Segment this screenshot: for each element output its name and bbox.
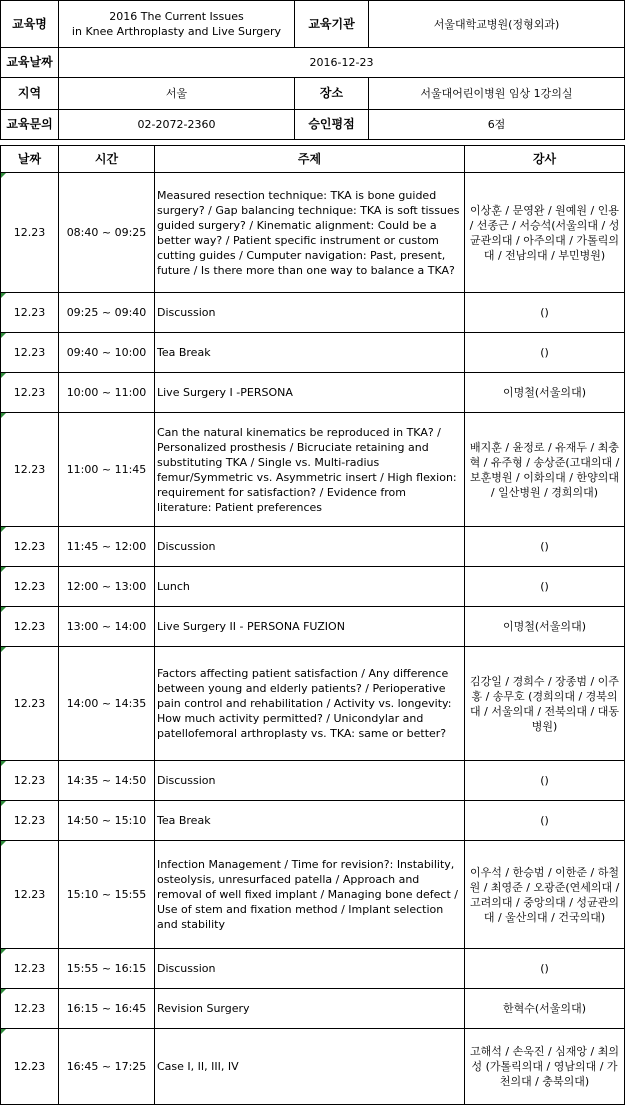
row-time: 12:00 ~ 13:00	[59, 567, 155, 607]
cell-marker	[1, 527, 6, 532]
header-topic: 주제	[155, 146, 465, 173]
row-time: 11:00 ~ 11:45	[59, 413, 155, 527]
table-row	[1, 413, 625, 527]
table-row	[1, 761, 625, 801]
row-time: 09:40 ~ 10:00	[59, 333, 155, 373]
cell-marker	[1, 989, 6, 994]
row-time: 11:45 ~ 12:00	[59, 527, 155, 567]
row-date: 12.23	[1, 293, 59, 333]
row-time: 16:15 ~ 16:45	[59, 989, 155, 1029]
region-label: 지역	[1, 78, 59, 110]
row-lecturer: 배지훈 / 윤정로 / 유재두 / 최충혁 / 유주형 / 송상준(고대의대 / 보훈병원 / 이화의대 / 한양의대 / 일산병원 / 경희의대)	[465, 413, 625, 527]
cell-marker	[1, 1029, 6, 1034]
table-row	[1, 567, 625, 607]
credit: 6점	[369, 110, 625, 140]
row-date: 12.23	[1, 413, 59, 527]
row-topic: Live Surgery I -PERSONA	[155, 373, 465, 413]
row-time: 09:25 ~ 09:40	[59, 293, 155, 333]
row-topic: Tea Break	[155, 801, 465, 841]
cell-marker	[1, 373, 6, 378]
row-date: 12.23	[1, 607, 59, 647]
row-time: 08:40 ~ 09:25	[59, 173, 155, 293]
row-lecturer: ()	[465, 293, 625, 333]
row-time: 13:00 ~ 14:00	[59, 607, 155, 647]
row-lecturer: 이명철(서울의대)	[465, 373, 625, 413]
table-row	[1, 949, 625, 989]
info-row-contact	[1, 110, 625, 140]
row-lecturer: 이우석 / 한승범 / 이한준 / 하철원 / 최영준 / 오광준(연세의대 / 고려의대 / 중앙의대 / 성균관의대 / 울산의대 / 건국의대)	[465, 841, 625, 949]
table-row	[1, 373, 625, 413]
info-row-course	[1, 1, 625, 48]
table-row	[1, 333, 625, 373]
row-time: 14:35 ~ 14:50	[59, 761, 155, 801]
table-row	[1, 647, 625, 761]
row-topic: Tea Break	[155, 333, 465, 373]
course-name	[59, 1, 295, 48]
cell-marker	[1, 293, 6, 298]
row-lecturer: ()	[465, 333, 625, 373]
row-lecturer: ()	[465, 527, 625, 567]
row-topic: Discussion	[155, 949, 465, 989]
course-name-label: 교육명	[1, 1, 59, 48]
table-row	[1, 173, 625, 293]
table-row	[1, 801, 625, 841]
row-lecturer: 한혁수(서울의대)	[465, 989, 625, 1029]
date-label: 교육날짜	[1, 48, 59, 78]
row-date: 12.23	[1, 761, 59, 801]
course-name-line2: in Knee Arthroplasty and Live Surgery	[71, 25, 282, 38]
schedule-table	[0, 145, 625, 1105]
row-lecturer: ()	[465, 801, 625, 841]
row-lecturer: 고해석 / 손욱진 / 심재앙 / 최의성 (가톨릭의대 / 영남의대 / 가천의대 / 충북의대)	[465, 1029, 625, 1105]
row-date: 12.23	[1, 173, 59, 293]
credit-label: 승인평점	[295, 110, 369, 140]
row-topic: Infection Management / Time for revision?: Instability, osteolysis, unresurfaced patella / Approach and removal of well fixed implant / Managing bone defect / Use of stem and fixation method / Implant selection and stability	[155, 841, 465, 949]
header-time: 시간	[59, 146, 155, 173]
cell-marker	[1, 567, 6, 572]
row-time: 15:55 ~ 16:15	[59, 949, 155, 989]
header-date: 날짜	[1, 146, 59, 173]
table-row	[1, 841, 625, 949]
row-topic: Measured resection technique: TKA is bone guided surgery? / Gap balancing technique: TKA is soft tissues guided surgery? / Kinematic alignment: Could be a better way? / Patient specific instrument or custom cutting guides / Cumputer navigation: Past, present, future / Is there more than one way to balance a TKA?	[155, 173, 465, 293]
row-topic: Discussion	[155, 761, 465, 801]
row-date: 12.23	[1, 567, 59, 607]
table-row	[1, 527, 625, 567]
cell-marker	[1, 333, 6, 338]
cell-marker	[1, 841, 6, 846]
header-lecturer: 강사	[465, 146, 625, 173]
table-row	[1, 1029, 625, 1105]
row-time: 15:10 ~ 15:55	[59, 841, 155, 949]
row-date: 12.23	[1, 333, 59, 373]
info-row-date	[1, 48, 625, 78]
row-lecturer: ()	[465, 949, 625, 989]
row-date: 12.23	[1, 1029, 59, 1105]
row-topic: Can the natural kinematics be reproduced in TKA? / Personalized prosthesis / Bicruciate retaining and substituting TKA / Single vs. Multi-radius femur/Symmetric vs. Asymmetric insert / High flexion: requirement for satisfaction? / Evidence from literature: Patient preferences	[155, 413, 465, 527]
row-lecturer: 김강일 / 경희수 / 장종범 / 이주홍 / 송무호 (경희의대 / 경북의대 / 서울의대 / 전북의대 / 대동병원)	[465, 647, 625, 761]
course-name-line1: 2016 The Current Issues	[109, 10, 244, 23]
row-lecturer: 이상훈 / 문영완 / 원예원 / 인용 / 선종근 / 서승석(서울의대 / 성균관의대 / 아주의대 / 가톨릭의대 / 전남의대 / 부민병원)	[465, 173, 625, 293]
row-topic: Discussion	[155, 293, 465, 333]
row-date: 12.23	[1, 373, 59, 413]
row-date: 12.23	[1, 989, 59, 1029]
cell-marker	[1, 801, 6, 806]
row-date: 12.23	[1, 949, 59, 989]
row-time: 14:50 ~ 15:10	[59, 801, 155, 841]
row-topic: Live Surgery II - PERSONA FUZION	[155, 607, 465, 647]
course-info-table	[0, 0, 625, 140]
cell-marker	[1, 607, 6, 612]
cell-marker	[1, 413, 6, 418]
info-row-region	[1, 78, 625, 110]
table-row	[1, 989, 625, 1029]
row-lecturer: ()	[465, 567, 625, 607]
row-topic: Case I, II, III, IV	[155, 1029, 465, 1105]
row-time: 16:45 ~ 17:25	[59, 1029, 155, 1105]
row-date: 12.23	[1, 841, 59, 949]
course-date: 2016-12-23	[59, 48, 625, 78]
row-date: 12.23	[1, 801, 59, 841]
row-time: 14:00 ~ 14:35	[59, 647, 155, 761]
cell-marker	[1, 173, 6, 178]
row-topic: Factors affecting patient satisfaction / Any difference between young and elderly patients? / Perioperative pain control and rehabilitation / Activity vs. longevity: How much activity permitted? / Unicondylar and patellofemoral arthroplasty vs. TKA: same or better?	[155, 647, 465, 761]
institution-label: 교육기관	[295, 1, 369, 48]
cell-marker	[1, 761, 6, 766]
institution: 서울대학교병원(정형외과)	[369, 1, 625, 48]
contact: 02-2072-2360	[59, 110, 295, 140]
row-topic: Revision Surgery	[155, 989, 465, 1029]
contact-label: 교육문의	[1, 110, 59, 140]
row-date: 12.23	[1, 647, 59, 761]
region: 서울	[59, 78, 295, 110]
row-topic: Lunch	[155, 567, 465, 607]
table-row	[1, 607, 625, 647]
cell-marker	[1, 949, 6, 954]
cell-marker	[1, 647, 6, 652]
venue: 서울대어린이병원 임상 1강의실	[369, 78, 625, 110]
row-time: 10:00 ~ 11:00	[59, 373, 155, 413]
row-date: 12.23	[1, 527, 59, 567]
schedule-header	[1, 146, 625, 173]
row-lecturer: 이명철(서울의대)	[465, 607, 625, 647]
table-row	[1, 293, 625, 333]
venue-label: 장소	[295, 78, 369, 110]
row-lecturer: ()	[465, 761, 625, 801]
row-topic: Discussion	[155, 527, 465, 567]
